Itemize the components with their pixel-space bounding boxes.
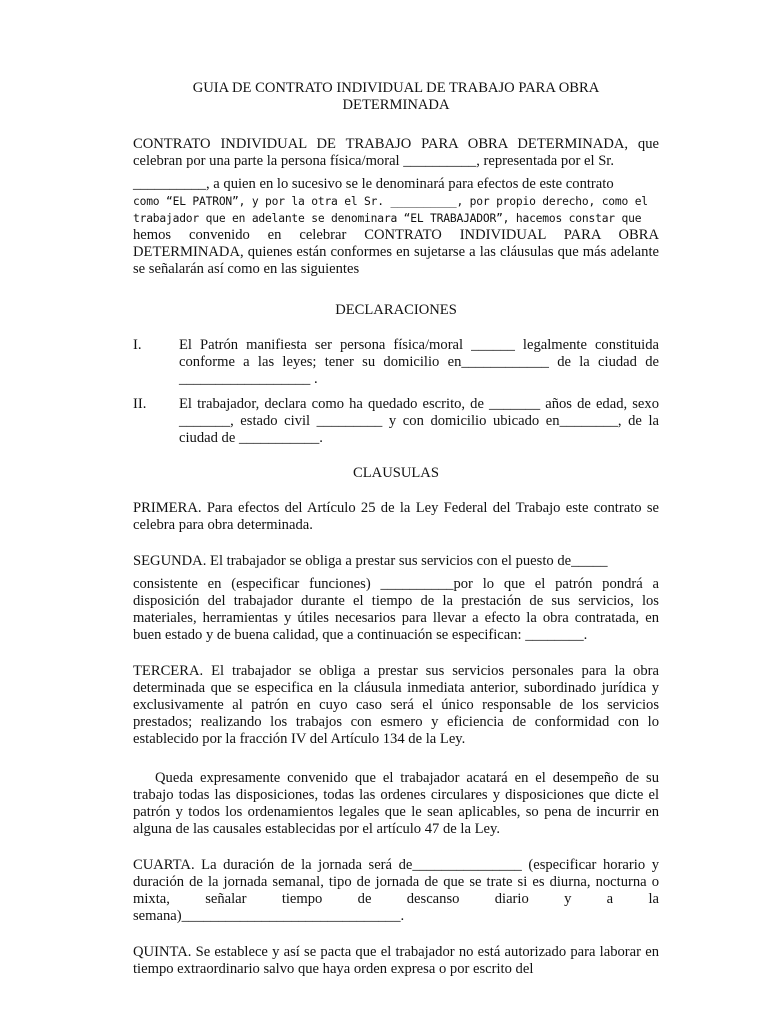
clause-segunda bbox=[133, 553, 659, 644]
intro-paragraph bbox=[133, 136, 659, 278]
document-title bbox=[133, 80, 659, 114]
clause-queda-paragraph: Queda expresamente convenido que el trabajador acatará en el desempeño de su trabajo todas las disposiciones, todas las ordenes circulares y disposiciones que dicte el patrón y todos los ordenamientos legales que le sean aplicables, so pena de incurrir en alguna de las causales establecidas por el artículo 47 de la Ley. bbox=[133, 770, 659, 837]
declaration-text: El Patrón manifiesta ser persona física/moral ______ legalmente constituida conforme a las leyes; tener su domicilio en____________ de la ciudad de __________________ . bbox=[179, 337, 659, 387]
clause-tercera: TERCERA. El trabajador se obliga a prestar sus servicios personales para la obra determinada que se especifica en la cláusula inmediata anterior, subordinado jurídica y exclusivamente al patrón en cuyo caso será el único responsable de los servicios prestados; realizando los trabajos con esmero y eficiencia de conformidad con lo establecido por la fracción IV del Artículo 134 de la Ley. bbox=[133, 663, 659, 747]
document-page bbox=[133, 80, 659, 997]
clause-primera: PRIMERA. Para efectos del Artículo 25 de la Ley Federal del Trabajo este contrato se celebra para obra determinada. bbox=[133, 500, 659, 533]
declarations-list bbox=[133, 337, 659, 447]
title-line-1: GUIA DE CONTRATO INDIVIDUAL DE TRABAJO PARA OBRA bbox=[192, 80, 600, 96]
title-line-2: DETERMINADA bbox=[342, 97, 450, 113]
clause-quinta: QUINTA. Se establece y así se pacta que el trabajador no está autorizado para laborar en tiempo extraordinario salvo que haya orden expresa o por escrito del bbox=[133, 944, 659, 977]
declaration-text: El trabajador, declara como ha quedado escrito, de _______ años de edad, sexo _______, estado civil _________ y con domicilio ubicado en________, de la ciudad de ___________. bbox=[179, 396, 659, 446]
clause-segunda-line-1: SEGUNDA. El trabajador se obliga a prestar sus servicios con el puesto de_____ bbox=[133, 553, 608, 569]
intro-line-1: CONTRATO INDIVIDUAL DE TRABAJO PARA OBRA DETERMINADA, que bbox=[133, 136, 659, 152]
declaration-item bbox=[133, 337, 659, 388]
declaration-item bbox=[133, 396, 659, 447]
intro-line-4: como “EL PATRON”, y por la otra el Sr. __________, por propio derecho, como el bbox=[133, 195, 648, 208]
intro-line-2: celebran por una parte la persona física/moral __________, representada por el Sr. bbox=[133, 153, 615, 169]
intro-line-3: __________, a quien en lo sucesivo se le denominará para efectos de este contrato bbox=[133, 176, 614, 192]
declarations-heading: DECLARACIONES bbox=[335, 302, 457, 318]
clause-segunda-body: consistente en (especificar funciones) __________por lo que el patrón pondrá a disposición del trabajador durante el tiempo de la prestación de sus servicios, los materiales, herramientas y útiles necesarios para llevar a efecto la obra contratada, en buen estado y de buena calidad, que a continuación se especifican: ________. bbox=[133, 576, 659, 643]
declaration-number: I. bbox=[133, 337, 142, 353]
clause-cuarta: CUARTA. La duración de la jornada será de_______________ (especificar horario y duración de la jornada semanal, tipo de jornada de que se trate si es diurna, nocturna o mixta, señalar tiempo de descanso diario y a la semana)______________________________. bbox=[133, 857, 659, 924]
intro-line-5: trabajador que en adelante se denominara “EL TRABAJADOR”, hacemos constar que bbox=[133, 212, 642, 225]
clauses-heading: CLAUSULAS bbox=[353, 465, 439, 481]
declaration-number: II. bbox=[133, 396, 147, 412]
intro-line-6: hemos convenido en celebrar CONTRATO INDIVIDUAL PARA OBRA DETERMINADA, quienes están conformes en sujetarse a las cláusulas que más adelante se señalarán así como en las siguientes bbox=[133, 227, 659, 277]
